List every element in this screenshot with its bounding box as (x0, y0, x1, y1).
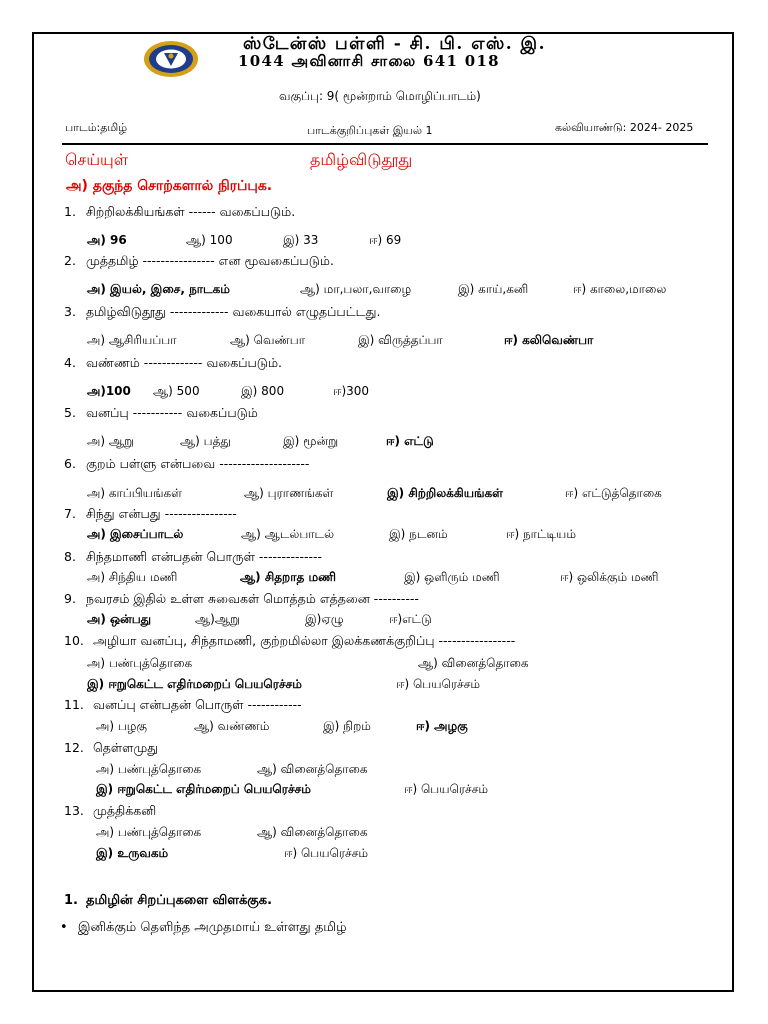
school-name: ஸ்டேன்ஸ் பள்ளி - சி. பி. எஸ். இ. (243, 34, 547, 54)
answer-option: இ) மூன்று (283, 434, 339, 448)
answer-option: ஈ) பெயரெச்சம் (396, 677, 480, 691)
question-text: வனப்பு ----------- வகைப்படும் (86, 405, 258, 420)
answer-option: இ) சிற்றிலக்கியங்கள் (387, 486, 503, 500)
answer-option: ஈ) ஒலிக்கும் மணி (560, 570, 659, 584)
answer-option: இ) ஒளிரும் மணி (404, 570, 500, 584)
question-number: 7. (64, 506, 76, 521)
answer-option: ஆ) 500 (153, 384, 200, 398)
question-text: வண்ணம் ------------- வகைப்படும். (86, 355, 282, 370)
answer-option: அ) இயல், இசை, நாடகம் (87, 282, 230, 296)
answer-option: அ) பண்புத்தொகை (96, 825, 202, 839)
question-number: 1. (64, 204, 76, 219)
answer-option: ஈ) 69 (369, 233, 402, 247)
answer-option: ஈ)எட்டு (389, 612, 432, 626)
long-question-text: தமிழின் சிறப்புகளை விளக்குக. (86, 893, 273, 908)
answer-option: அ)100 (87, 384, 131, 398)
bullet-text: இனிக்கும் தெளிந்த அமுதமாய் உள்ளது தமிழ் (77, 920, 347, 935)
question-number: 2. (64, 253, 76, 268)
answer-option: அ) ஒன்பது (87, 612, 152, 626)
long-question-number: 1. (64, 893, 78, 908)
school-address: 1044 அவினாசி சாலை 641 018 (238, 52, 500, 70)
question-text: நவரசம் இதில் உள்ள சுவைகள் மொத்தம் எத்தனை ---------- (86, 591, 419, 606)
answer-option: இ) ஈறுகெட்ட எதிர்மறைப் பெயரெச்சம் (87, 677, 302, 691)
answer-option: ஆ) வினைத்தொகை (257, 762, 368, 776)
answer-option: ஆ) ஆடல்பாடல் (241, 527, 335, 541)
answer-option: அ) ஆசிரியப்பா (87, 333, 177, 347)
question-text: குறம் பள்ளு என்பவை -------------------- (86, 456, 310, 471)
subject-label: பாடம்:தமிழ் (65, 121, 128, 134)
question-text: முத்திக்கனி (93, 803, 157, 818)
answer-option: அ) 96 (87, 233, 127, 247)
question-text: வனப்பு என்பதன் பொருள் ------------ (93, 697, 302, 712)
answer-option: ஆ) வெண்பா (230, 333, 305, 347)
question-text: சிந்தமாணி என்பதன் பொருள் -------------- (86, 549, 323, 564)
question-number: 11. (64, 697, 84, 712)
question-text: சிந்து என்பது ---------------- (86, 506, 237, 521)
answer-option: ஈ) அழகு (416, 719, 468, 733)
bullet-dot: • (60, 920, 68, 935)
answer-option: இ) விருத்தப்பா (358, 333, 443, 347)
question-number: 3. (64, 304, 76, 319)
question-text: தெள்ளமுது (93, 740, 159, 755)
question-text: தமிழ்விடுதூது ------------- வகையால் எழுதப்பட்டது. (86, 304, 381, 319)
answer-option: ஈ) பெயரெச்சம் (284, 846, 368, 860)
class-line: வகுப்பு: 9( மூன்றாம் மொழிப்பாடம்) (279, 89, 481, 103)
section-title-lesson: தமிழ்விடுதூது (310, 150, 413, 169)
answer-option: இ)ஏழு (305, 612, 344, 626)
answer-option: அ) சிந்திய மணி (87, 570, 178, 584)
answer-option: அ) இசைப்பாடல் (87, 527, 184, 541)
question-number: 8. (64, 549, 76, 564)
question-text: அழியா வனப்பு, சிந்தாமணி, குற்றமில்லா இலக்கணக்குறிப்பு ----------------- (93, 633, 516, 648)
section-title-poetry: செய்யுள் (65, 150, 129, 169)
answer-option: அ) பண்புத்தொகை (87, 656, 193, 670)
answer-option: அ) ஆறு (87, 434, 135, 448)
question-text: சிற்றிலக்கியங்கள் ------ வகைப்படும். (86, 204, 296, 219)
school-logo-icon (142, 38, 200, 80)
answer-option: அ) பழகு (96, 719, 148, 733)
topic-label: பாடக்குறிப்புகள் இயல் 1 (307, 124, 433, 137)
answer-option: இ) நடனம் (389, 527, 448, 541)
answer-option: இ) 800 (241, 384, 285, 398)
question-number: 13. (64, 803, 84, 818)
answer-option: ஆ) வினைத்தொகை (418, 656, 529, 670)
answer-option: ஈ) காலை,மாலை (573, 282, 667, 296)
answer-option: ஈ) பெயரெச்சம் (404, 782, 488, 796)
answer-option: ஈ)300 (333, 384, 370, 398)
answer-option: அ) பண்புத்தொகை (96, 762, 202, 776)
question-number: 12. (64, 740, 84, 755)
answer-option: ஈ) எட்டுத்தொகை (565, 486, 662, 500)
answer-option: ஆ) வினைத்தொகை (257, 825, 368, 839)
answer-option: ஆ) சிதறாத மணி (240, 570, 336, 584)
question-number: 10. (64, 633, 84, 648)
answer-option: ஈ) எட்டு (386, 434, 434, 448)
answer-option: ஆ) புராணங்கள் (244, 486, 334, 500)
answer-option: இ) நிறம் (323, 719, 371, 733)
answer-option: இ) ஈறுகெட்ட எதிர்மறைப் பெயரெச்சம் (96, 782, 311, 796)
question-number: 4. (64, 355, 76, 370)
header-divider (62, 143, 708, 145)
question-number: 5. (64, 405, 76, 420)
question-number: 9. (64, 591, 76, 606)
instruction-fill-blanks: அ) தகுந்த சொற்களால் நிரப்புக. (66, 178, 273, 194)
academic-year: கல்வியாண்டு: 2024- 2025 (555, 121, 694, 134)
answer-option: இ) உருவகம் (96, 846, 169, 860)
bullet-point (60, 920, 347, 936)
question-text: முத்தமிழ் ---------------- என மூவகைப்படும். (86, 253, 334, 268)
answer-option: இ) காய்,கனி (458, 282, 529, 296)
answer-option: ஆ) வண்ணம் (194, 719, 270, 733)
answer-option: ஆ) பத்து (180, 434, 231, 448)
answer-option: ஆ)ஆறு (195, 612, 241, 626)
answer-option: அ) காப்பியங்கள் (87, 486, 182, 500)
answer-option: ஈ) நாட்டியம் (506, 527, 576, 541)
answer-option: ஈ) கலிவெண்பா (504, 333, 594, 347)
answer-option: ஆ) 100 (186, 233, 233, 247)
answer-option: இ) 33 (283, 233, 319, 247)
answer-option: ஆ) மா,பலா,வாழை (300, 282, 412, 296)
question-number: 6. (64, 456, 76, 471)
